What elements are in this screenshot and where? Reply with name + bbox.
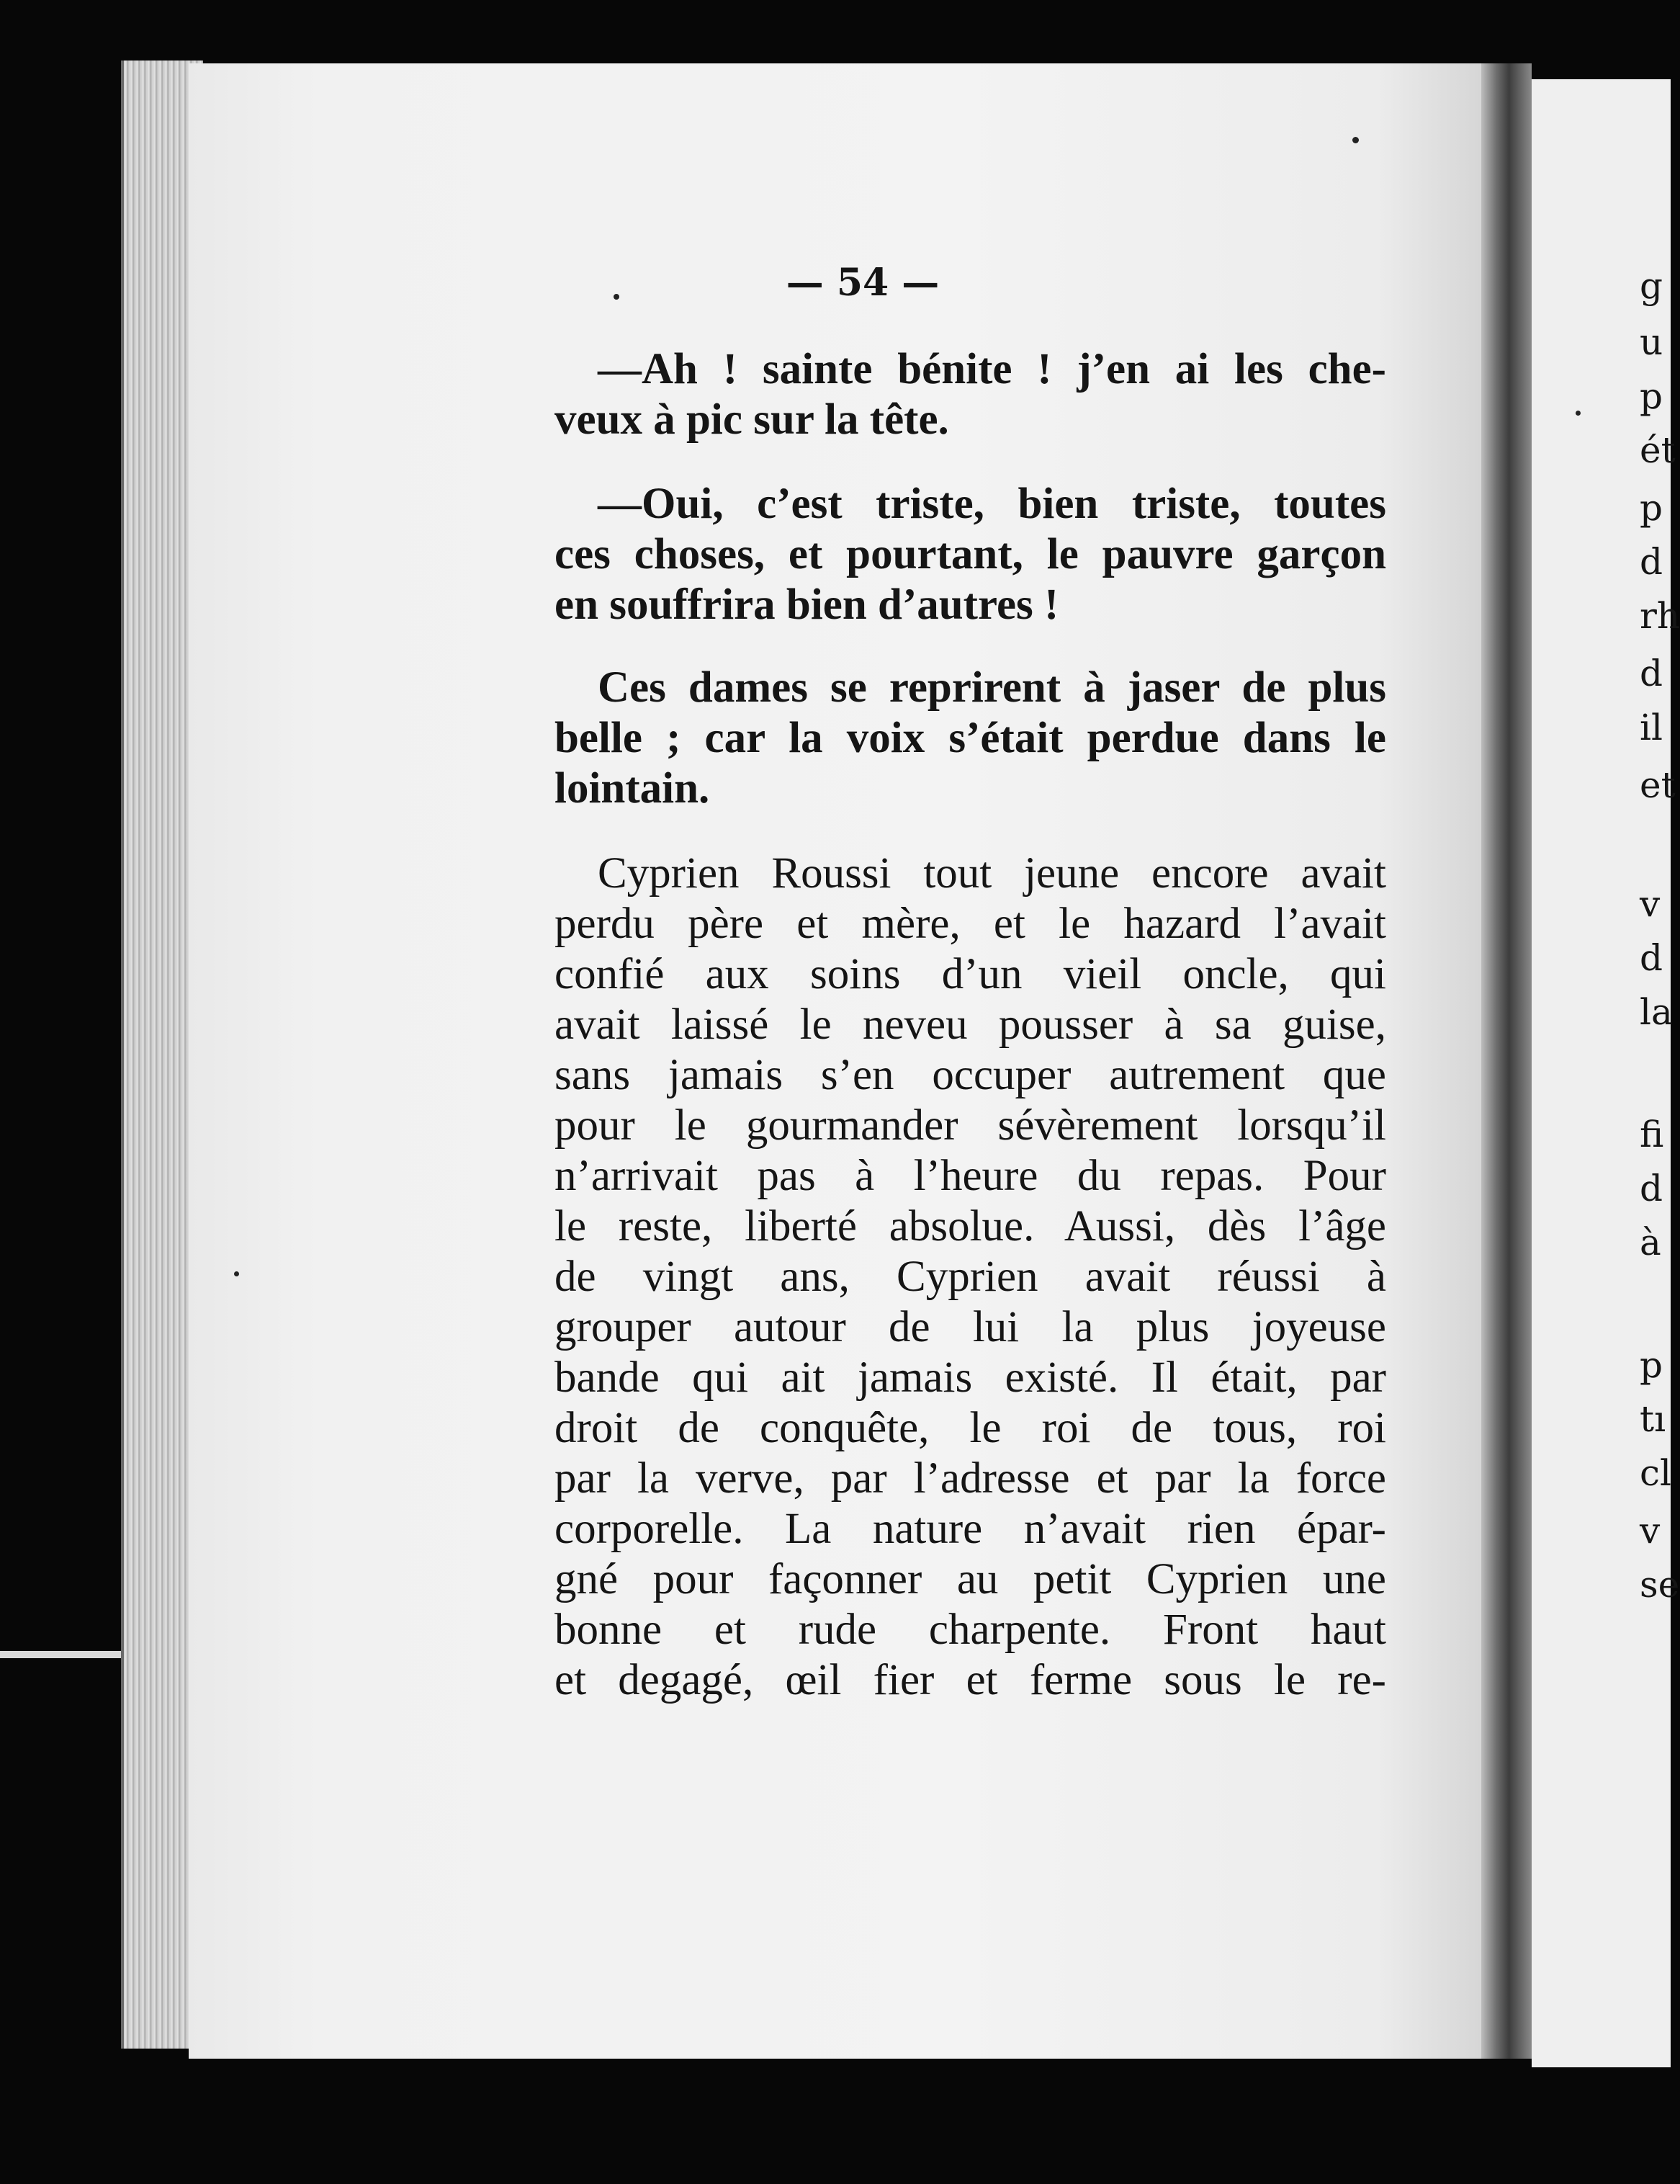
text-line: Cyprien Roussi tout jeune encore avait — [598, 849, 1386, 898]
facing-fragment: ét — [1640, 429, 1676, 471]
facing-fragment: tı — [1640, 1398, 1666, 1440]
text-line: sans jamais s’en occuper autrement que — [554, 1051, 1386, 1099]
facing-fragment: il — [1640, 707, 1663, 748]
facing-fragment: u — [1640, 321, 1663, 363]
text-line: de vingt ans, Cyprien avait réussi à — [554, 1253, 1386, 1301]
facing-fragment: à — [1640, 1222, 1661, 1263]
facing-page — [1532, 79, 1680, 2067]
facing-fragment: v — [1640, 883, 1661, 925]
text-line: n’arrivait pas à l’heure du repas. Pour — [554, 1152, 1386, 1200]
facing-fragment: p — [1640, 375, 1663, 417]
text-line: veux à pic sur la tête. — [554, 395, 949, 444]
text-line: —Oui, c’est triste, bien triste, toutes — [598, 480, 1386, 528]
facing-fragment: fi — [1640, 1114, 1664, 1155]
facing-fragment: g — [1640, 265, 1663, 307]
facing-fragment: d — [1640, 1168, 1663, 1209]
text-line: Ces dames se reprirent à jaser de plus — [598, 663, 1386, 712]
facing-fragment: d — [1640, 541, 1663, 583]
text-line: confié aux soins d’un vieil oncle, qui — [554, 950, 1386, 998]
facing-fragment: p — [1640, 1344, 1663, 1386]
text-line: perdu père et mère, et le hazard l’avait — [554, 900, 1386, 948]
text-line: gné pour façonner au petit Cyprien une — [554, 1555, 1386, 1603]
facing-fragment: la — [1640, 991, 1673, 1033]
dust-speck — [1352, 137, 1359, 143]
text-line: pour le gourmander sévèrement lorsqu’il — [554, 1101, 1386, 1150]
book-gutter — [1481, 63, 1532, 2059]
text-line: par la verve, par l’adresse et par la force — [554, 1454, 1386, 1503]
text-line: —Ah ! sainte bénite ! j’en ai les che- — [598, 345, 1386, 393]
facing-fragment: se — [1640, 1564, 1680, 1606]
text-line: bande qui ait jamais existé. Il était, par — [554, 1353, 1386, 1402]
facing-fragment: d — [1640, 937, 1663, 979]
text-line: lointain. — [554, 764, 710, 813]
facing-fragment: rh — [1640, 595, 1680, 637]
page-number-header: — 54 — — [786, 261, 940, 305]
facing-fragment: et — [1640, 764, 1676, 806]
facing-fragment: cl — [1640, 1452, 1671, 1494]
text-line: grouper autour de lui la plus joyeuse — [554, 1303, 1386, 1351]
text-line: le reste, liberté absolue. Aussi, dès l’âge — [554, 1202, 1386, 1250]
dust-speck — [234, 1271, 239, 1276]
text-line: corporelle. La nature n’avait rien épar- — [554, 1505, 1386, 1553]
dust-speck — [614, 294, 619, 300]
text-line: bonne et rude charpente. Front haut — [554, 1606, 1386, 1654]
text-line: ces choses, et pourtant, le pauvre garçon — [554, 530, 1386, 578]
text-line: et degagé, œil fier et ferme sous le re- — [554, 1656, 1386, 1704]
text-line: avait laissé le neveu pousser à sa guise, — [554, 1001, 1386, 1049]
facing-fragment: v — [1640, 1510, 1661, 1552]
text-line: en souffrira bien d’autres ! — [554, 581, 1059, 629]
facing-fragment: d — [1640, 653, 1663, 694]
facing-fragment: p — [1640, 487, 1663, 529]
dust-speck — [1576, 411, 1581, 416]
text-line: belle ; car la voix s’était perdue dans le — [554, 714, 1386, 762]
text-line: droit de conquête, le roi de tous, roi — [554, 1404, 1386, 1452]
